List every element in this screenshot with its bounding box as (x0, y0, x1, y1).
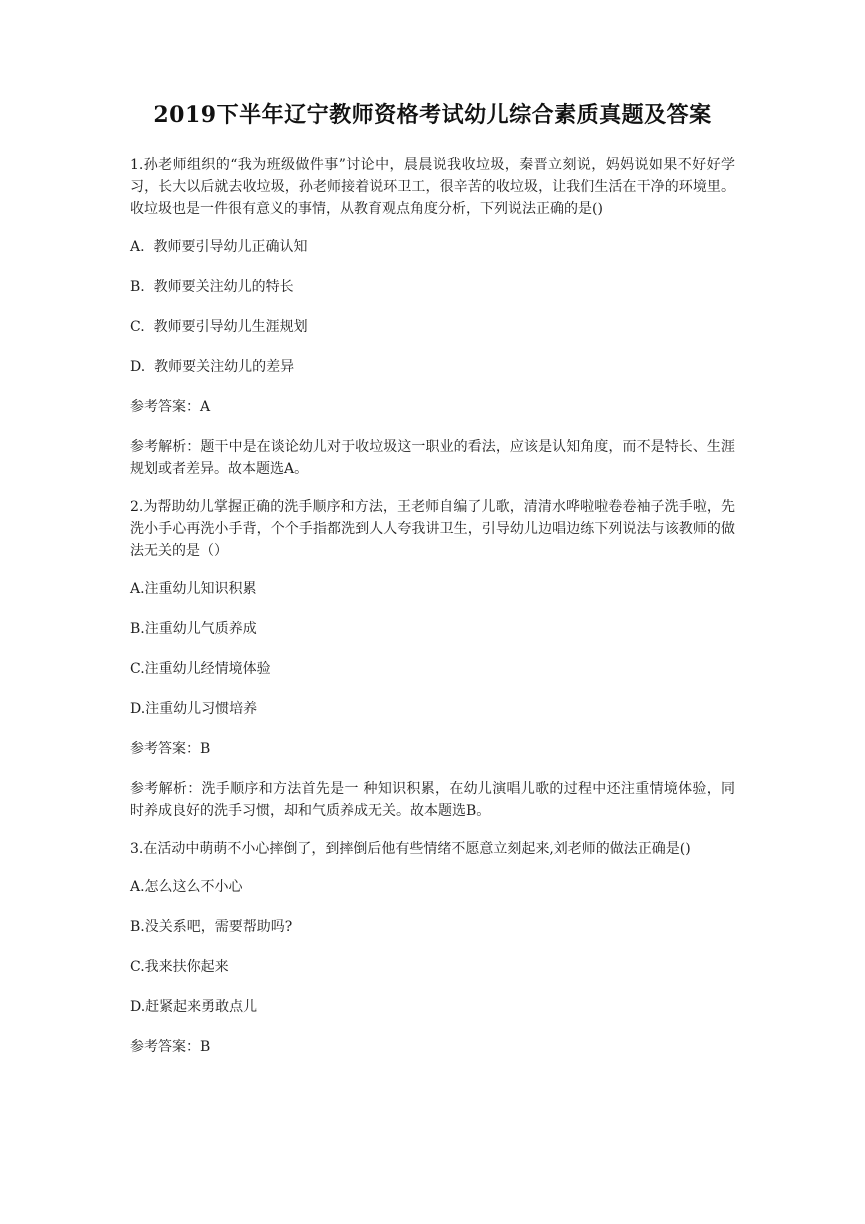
option-c: C.注重幼儿经情境体验 (130, 661, 271, 677)
question-stem: 3.在活动中萌萌不小心摔倒了，到摔倒后他有些情绪不愿意立刻起来,刘老师的做法正确是() (130, 841, 691, 857)
question-stem: 1.孙老师组织的“我为班级做件事”讨论中，晨晨说我收垃圾，秦晋立刻说，妈妈说如果不好好学习，长大以后就去收垃圾，孙老师接着说环卫工，很辛苦的收垃圾，让我们生活在干净的环境里。收垃圾也是一件很有意义的事情，从教育观点角度分析，下列说法正确的是() (130, 157, 735, 217)
reference-answer: 参考答案：B (130, 1039, 211, 1055)
question-stem: 2.为帮助幼儿掌握正确的洗手顺序和方法，王老师自编了儿歌，清清水哗啦啦卷卷袖子洗手啦，先洗小手心再洗小手背，个个手指都洗到人人夸我讲卫生，引导幼儿边唱边练下列说法与该教师的做法无关的是（） (130, 499, 735, 559)
option-b: B.注重幼儿气质养成 (130, 621, 257, 637)
option-b: B. 教师要关注幼儿的特长 (130, 279, 294, 295)
option-a: A.注重幼儿知识积累 (130, 581, 257, 597)
question-2 (130, 496, 735, 822)
option-c: C. 教师要引导幼儿生涯规划 (130, 319, 308, 335)
document-title: 2019下半年辽宁教师资格考试幼儿综合素质真题及答案 (153, 102, 712, 128)
option-b: B.没关系吧，需要帮助吗? (130, 919, 293, 935)
option-d: D.赶紧起来勇敢点儿 (130, 999, 258, 1015)
question-1 (130, 154, 735, 480)
reference-analysis: 参考解析：题干中是在谈论幼儿对于收垃圾这一职业的看法，应该是认知角度，而不是特长、生涯规划或者差异。故本题选A。 (130, 439, 735, 477)
reference-answer: 参考答案：A (130, 399, 211, 415)
reference-analysis: 参考解析：洗手顺序和方法首先是一 种知识积累，在幼儿演唱儿歌的过程中还注重情境体验，同时养成良好的洗手习惯，却和气质养成无关。故本题选B。 (130, 781, 735, 819)
option-d: D. 教师要关注幼儿的差异 (130, 359, 295, 375)
option-a: A. 教师要引导幼儿正确认知 (130, 239, 308, 255)
option-d: D.注重幼儿习惯培养 (130, 701, 258, 717)
question-3 (130, 838, 735, 1058)
option-c: C.我来扶你起来 (130, 959, 229, 975)
reference-answer: 参考答案：B (130, 741, 211, 757)
option-a: A.怎么这么不小心 (130, 879, 243, 895)
